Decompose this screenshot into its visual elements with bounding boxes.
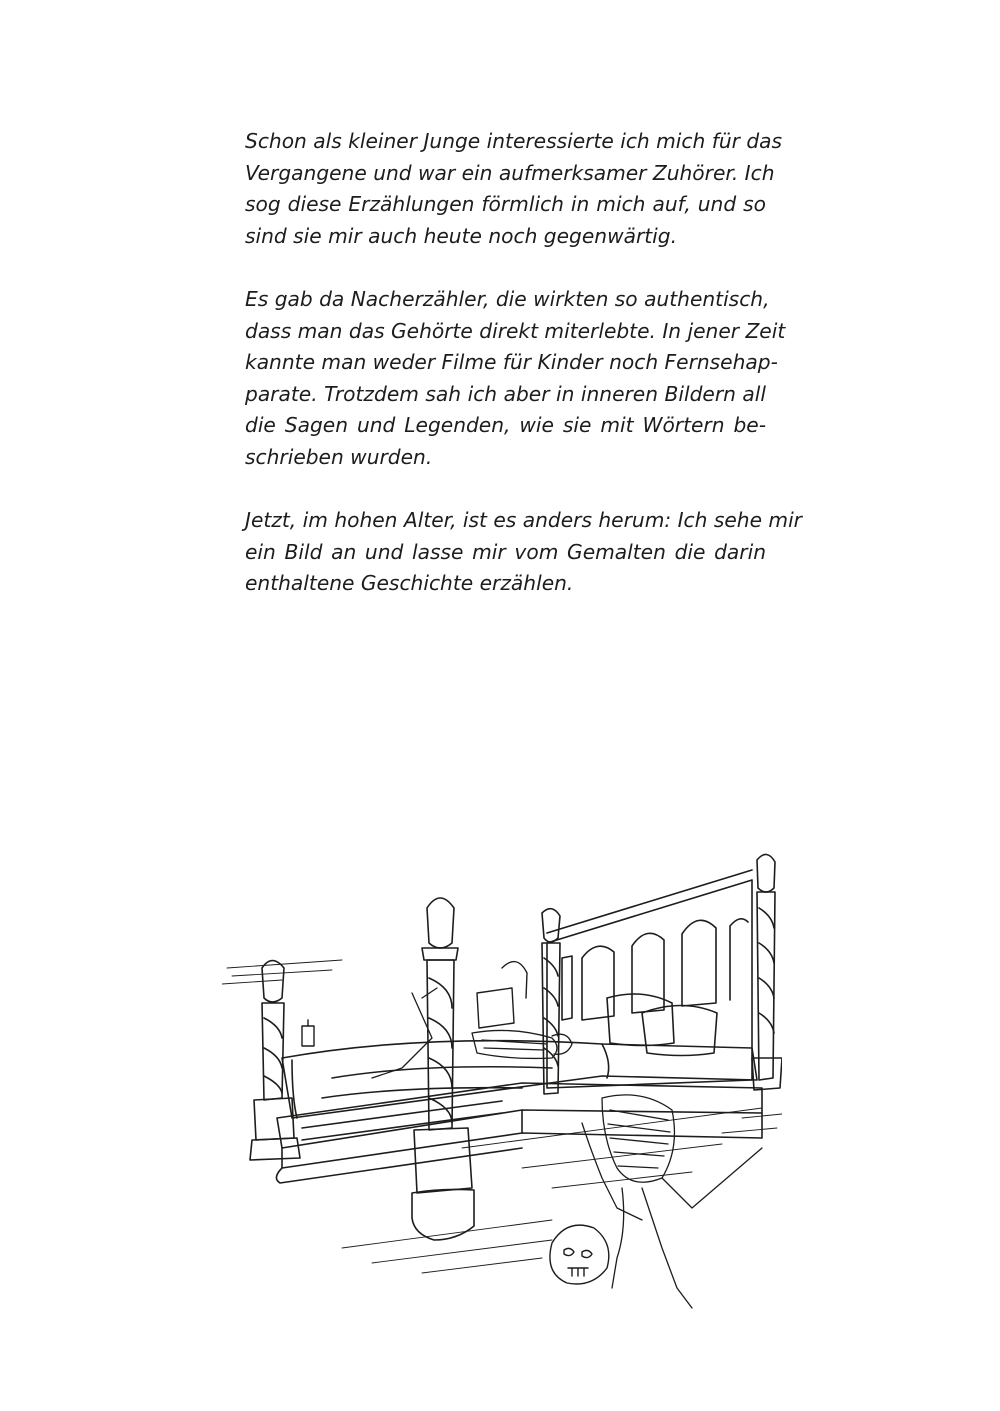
mirror (477, 962, 527, 1028)
bed-skeleton-illustration (222, 848, 782, 1328)
headboard-post-right (752, 854, 782, 1090)
seated-skeleton (582, 1095, 762, 1308)
text-line: kannte man weder Filme für Kinder noch Fernsehap- (245, 350, 778, 374)
headboard (547, 870, 752, 1088)
bed-frame (276, 1083, 762, 1183)
paragraph-2 (245, 284, 786, 473)
text-line: Schon als kleiner Junge interessierte ich mich für das (245, 129, 783, 153)
text-line: Jetzt, im hohen Alter, ist es anders herum: Ich sehe mir (245, 508, 802, 532)
candle (302, 1020, 314, 1046)
paragraph-3 (245, 505, 802, 600)
text-line: schrieben wurden. (245, 444, 433, 469)
text-line: Vergangene und war ein aufmerksamer Zuhörer. Ich (245, 160, 775, 185)
text-block (245, 126, 802, 632)
paragraph-1 (245, 126, 783, 252)
text-line: ein Bild an und lasse mir vom Gemalten die darin (245, 539, 766, 564)
text-line: Es gab da Nacherzähler, die wirkten so authentisch, (245, 287, 770, 311)
text-line: enthaltene Geschichte erzählen. (245, 571, 574, 595)
text-line: sind sie mir auch heute noch gegenwärtig. (245, 223, 678, 248)
headboard-post-left (542, 909, 560, 1094)
skull-on-floor (550, 1225, 609, 1284)
text-line: parate. Trotzdem sah ich aber in inneren Bildern all (245, 381, 766, 406)
text-line: sog diese Erzählungen förmlich in mich auf, und so (245, 192, 766, 216)
text-line: dass man das Gehörte direkt miterlebte. In jener Zeit (245, 318, 786, 343)
text-line: die Sagen und Legenden, wie sie mit Wörtern be- (245, 413, 766, 437)
